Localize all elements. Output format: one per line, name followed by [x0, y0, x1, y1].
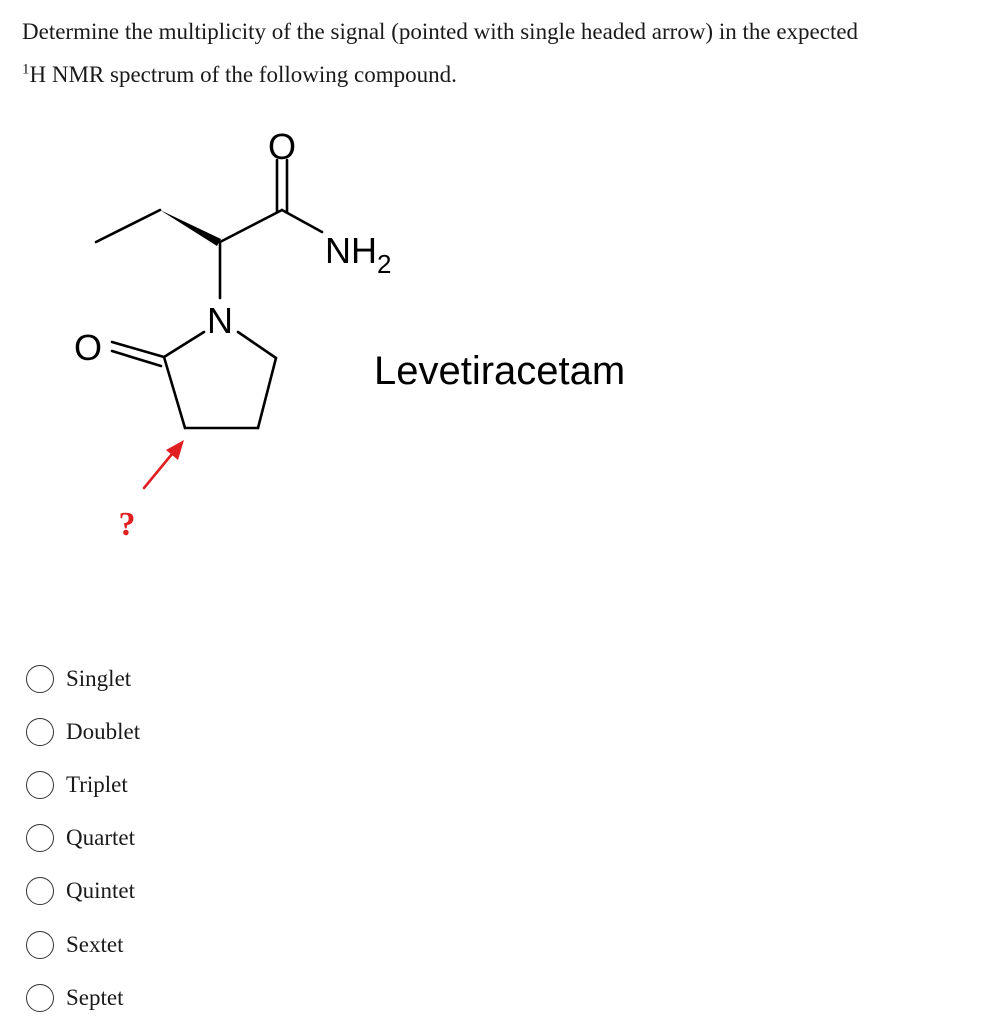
radio-button[interactable] [26, 824, 54, 852]
option-label: Quintet [66, 878, 135, 904]
atom-nh2 [325, 230, 391, 279]
option-doublet[interactable] [26, 705, 426, 758]
radio-button[interactable] [26, 931, 54, 959]
option-label: Doublet [66, 718, 141, 744]
levetiracetam-structure [0, 100, 998, 560]
radio-button[interactable] [26, 665, 54, 693]
bond-ring-left [164, 357, 185, 428]
option-label: Sextet [66, 931, 124, 957]
compound-name: Levetiracetam [374, 349, 626, 393]
bond-n-ring-carbonyl [164, 332, 204, 357]
option-sextet[interactable] [26, 918, 426, 971]
bond-lactam-double-a [112, 342, 164, 357]
question-text [22, 10, 972, 96]
answer-options [26, 652, 426, 1024]
option-label: Singlet [66, 665, 132, 691]
bond-alpha-carbonyl [220, 210, 282, 242]
radio-button[interactable] [26, 877, 54, 905]
option-label: Triplet [66, 771, 128, 797]
bond-n-ring-ch2 [238, 332, 276, 358]
atom-n-ring: N [207, 300, 233, 341]
atom-nh2-subscript: 2 [377, 249, 392, 279]
bond-ring-right [258, 358, 276, 428]
option-triplet[interactable] [26, 758, 426, 811]
question-line-2: H NMR spectrum of the following compound. [29, 62, 457, 87]
bond-ethyl-terminal [96, 210, 160, 242]
question-line-1: Determine the multiplicity of the signal (pointed with single headed arrow) in the expected [22, 19, 859, 44]
radio-button[interactable] [26, 718, 54, 746]
pointer-arrow-shaft [144, 454, 172, 488]
radio-button[interactable] [26, 771, 54, 799]
wedge-bond [160, 210, 221, 246]
option-quintet[interactable] [26, 865, 426, 918]
atom-o-carbonyl: O [267, 126, 297, 167]
radio-button[interactable] [26, 984, 54, 1012]
option-label: Septet [66, 984, 124, 1010]
atom-o-lactam: O [73, 327, 103, 368]
option-singlet[interactable] [26, 652, 426, 705]
bond-carbonyl-amide [282, 210, 322, 232]
option-label: Quartet [66, 825, 135, 851]
atom-nh: NH [325, 230, 377, 271]
pointer-question-mark: ? [118, 506, 136, 543]
option-septet[interactable] [26, 971, 426, 1024]
option-quartet[interactable] [26, 812, 426, 865]
isotope-superscript: 1 [22, 61, 30, 78]
